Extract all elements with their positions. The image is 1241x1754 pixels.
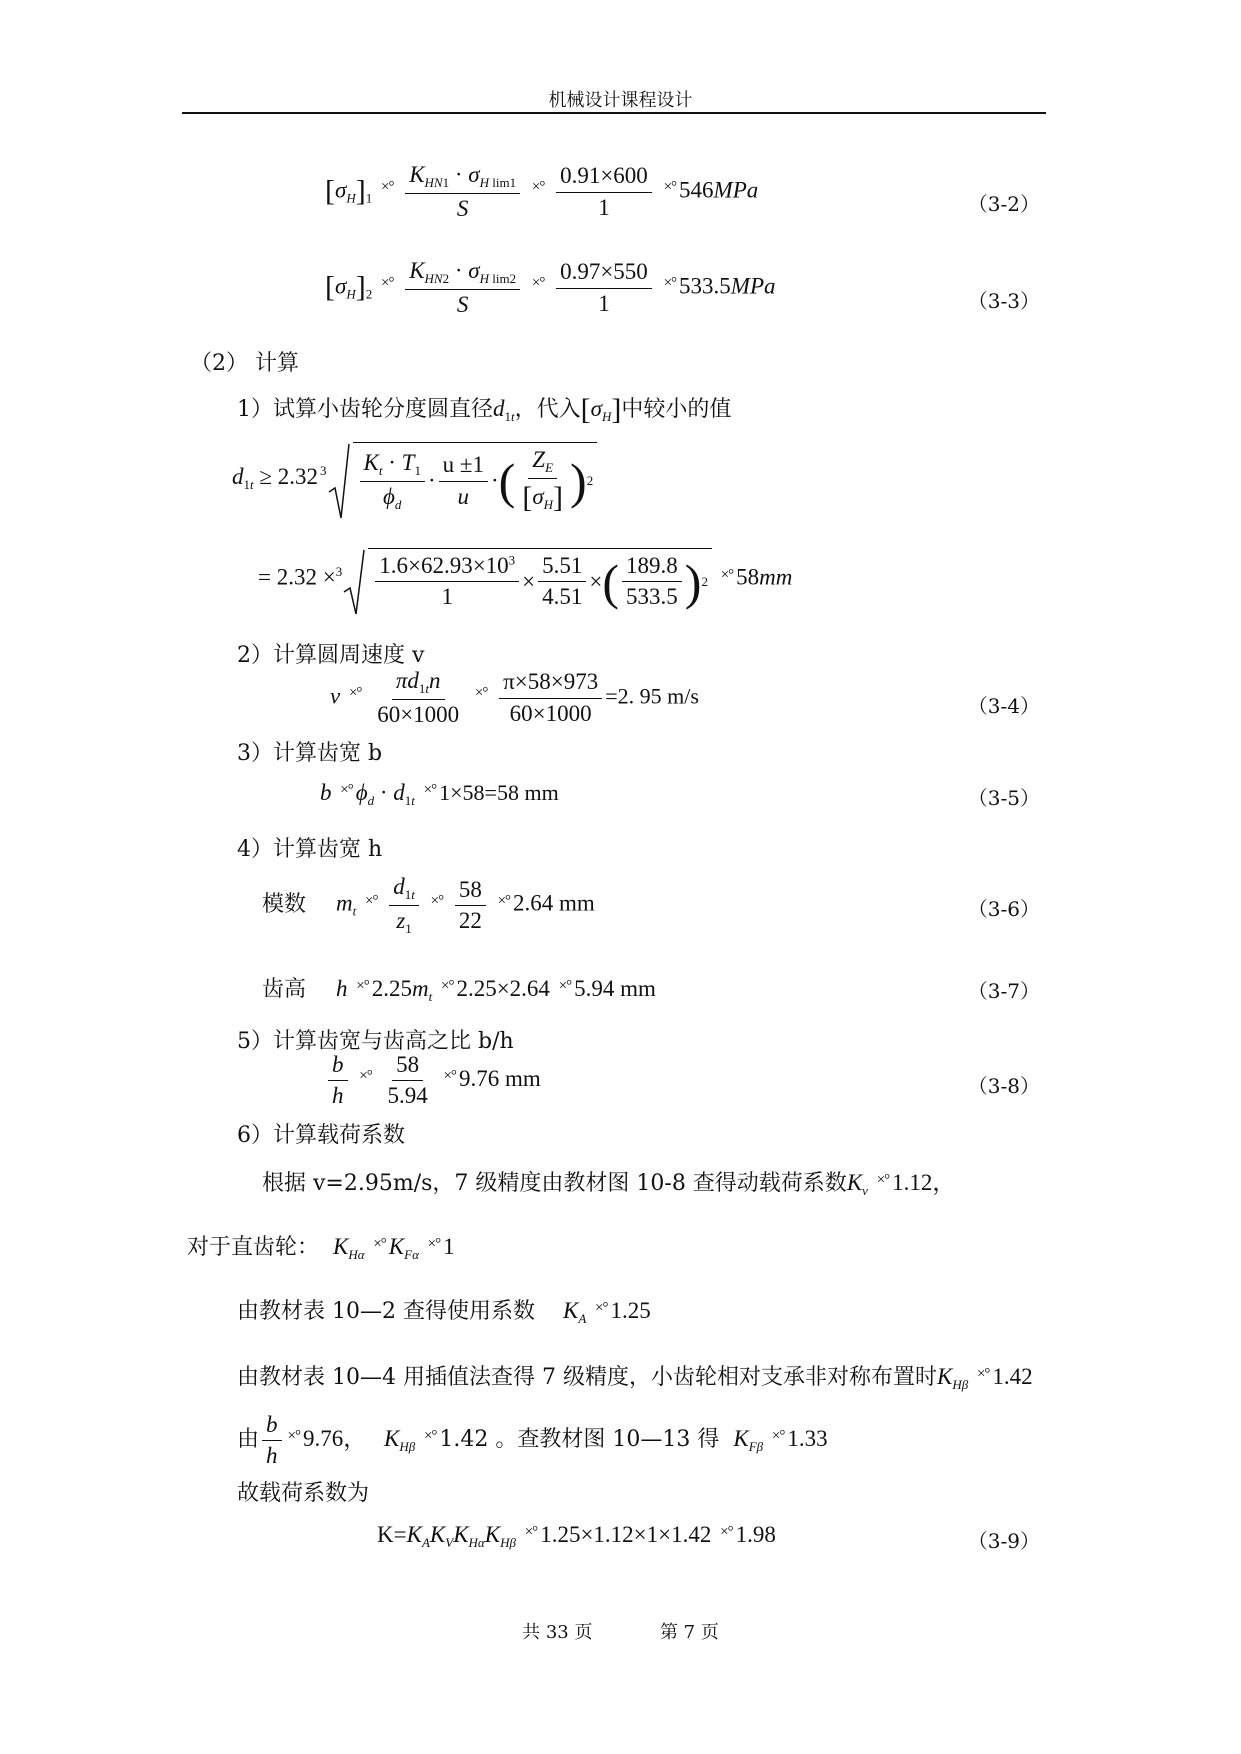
paragraph-kv: 根据 v=2.95m/s，7 级精度由教材图 10-8 查得动载荷系数$K_v$ ×° 1.12，	[262, 1170, 956, 1198]
step-4-text: 4）计算齿宽 h	[237, 837, 383, 862]
equation-3-9: $K=K_AK_VK_{H\alpha}K_{H\beta}$ ×° 1.25×1.12×1×1.42 ×° 1.98	[377, 1522, 776, 1550]
equation-3-3: $[\sigma_H]_2$ ×° $\frac{K_{HN2} \cdot \sigma_{H lim2}}{S}$ ×° $\frac{0.97\times 550}{1}$ ×° 533.5MPa	[325, 258, 776, 317]
step-5-text: 5）计算齿宽与齿高之比 b/h	[237, 1029, 514, 1054]
equation-3-6: 模数 $m_t$ ×° $\frac{d_{1t}}{z_1}$ ×° $\frac{58}{22}$ ×° 2.64 mm	[262, 874, 595, 936]
equation-3-4: v ×° $\frac{\pi d_{1t}n}{60\times 1000}$ ×° $\frac{\pi\times 58\times 973}{60\times 1000}$ =2. 95 m/s	[330, 668, 699, 727]
header-title: 机械设计课程设计	[548, 90, 693, 111]
equation-number-3-9: （3-9）	[967, 1529, 1040, 1553]
paragraph-load-factor: 故载荷系数为	[237, 1481, 370, 1506]
step-1-text: 1）试算小齿轮分度圆直径$d_{1t}$，代入$[\sigma_H]$中较小的值	[237, 393, 732, 426]
equation-number-3-4: （3-4）	[967, 694, 1040, 718]
equation-number-3-8: （3-8）	[967, 1074, 1040, 1098]
paragraph-khb: 由教材表 10—4 用插值法查得 7 级精度，小齿轮相对支承非对称布置时$K_{H\beta}$ ×° 1.42	[237, 1364, 1033, 1392]
equation-number-3-2: （3-2）	[967, 192, 1040, 216]
step-3-text: 3）计算齿宽 b	[237, 741, 383, 766]
section-2-heading: （2） 计算	[190, 351, 299, 376]
formula-d1t-numeric: = 2.32 ×$^3$ $\frac{1.6\times 62.93\times 10^3}{1}$ × $\frac{5.51}{4.51}$ × ( $\frac{189.8}{533.5}$ ) 2 ×° 58mm	[258, 548, 792, 611]
equation-3-8: $\frac{b}{h}$ ×° $\frac{58}{5.94}$ ×° 9.76 mm	[325, 1052, 541, 1110]
paragraph-ka: 由教材表 10—2 查得使用系数 $K_A$ ×° 1.25	[237, 1298, 651, 1326]
step-2-text: 2）计算圆周速度 v	[237, 643, 425, 668]
equation-number-3-3: （3-3）	[967, 289, 1040, 313]
header-rule	[182, 112, 1046, 114]
equation-3-7: 齿高 h ×° $2.25m_t$ ×° 2.25×2.64 ×° 5.94 mm	[262, 976, 656, 1004]
paragraph-spur-gear: 对于直齿轮： $K_{H\alpha}$ ×° $K_{F\alpha}$ ×° 1	[187, 1234, 455, 1262]
page-footer	[0, 1618, 1241, 1644]
current-page: 第 7 页	[659, 1622, 719, 1643]
equation-number-3-7: （3-7）	[967, 979, 1040, 1003]
equation-number-3-5: （3-5）	[967, 786, 1040, 810]
equation-3-2: $[\sigma_H]_1$ ×° $\frac{K_{HN1} \cdot \sigma_{H lim1}}{S}$ ×° $\frac{0.91\times 600}{1}$ ×° 546MPa	[325, 162, 759, 221]
equation-number-3-6: （3-6）	[967, 897, 1040, 921]
paragraph-kfb: 由 $\frac{b}{h}$ ×° 9.76， $K_{H\beta}$ ×° 1.42 。查教材图 10—13 得 $K_{F\beta}$ ×° 1.33	[237, 1412, 828, 1469]
equation-3-5: b ×° $\phi_d \cdot d_{1t}$ ×° 1×58=58 mm	[320, 780, 559, 808]
formula-d1t-general: $d_{1t} \ge 2.32$ $^3$ $\frac{K_t \cdot T_1}{\phi_d}$ · $\frac{u \pm 1}{u}$ · ( $\frac{Z_E}{[\sigma_H]}$ ) 2	[232, 442, 597, 515]
total-pages: 共 33 页	[522, 1622, 593, 1643]
step-6-text: 6）计算载荷系数	[237, 1123, 405, 1148]
